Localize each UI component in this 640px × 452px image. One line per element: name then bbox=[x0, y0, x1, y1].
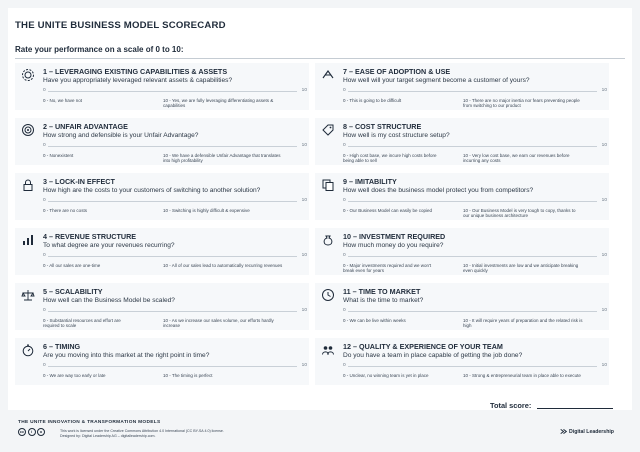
low-anchor-text: 0 - Unclear, no winning team is yet in place bbox=[343, 373, 429, 378]
criterion-card bbox=[15, 226, 312, 279]
high-anchor-text: 10 - The timing is perfect bbox=[163, 373, 213, 378]
scale-min-label: 0 bbox=[343, 88, 346, 93]
criterion-card bbox=[312, 336, 609, 389]
scale-min-label: 0 bbox=[43, 308, 46, 313]
arrows-icon bbox=[321, 68, 335, 82]
scale-max-label: 10 bbox=[301, 253, 307, 258]
scale-min-label: 0 bbox=[343, 143, 346, 148]
rating-scale[interactable] bbox=[43, 253, 307, 261]
scale-line[interactable] bbox=[348, 201, 597, 202]
high-anchor-text: 10 - We have a defensible Unfair Advantage that translates into high profitability bbox=[163, 153, 281, 164]
scale-line[interactable] bbox=[48, 201, 297, 202]
rating-scale[interactable] bbox=[43, 143, 307, 151]
scale-min-label: 0 bbox=[343, 308, 346, 313]
criterion-title: 6 – TIMING bbox=[43, 342, 81, 351]
scale-line[interactable] bbox=[348, 366, 597, 367]
scale-min-label: 0 bbox=[43, 143, 46, 148]
scale-line[interactable] bbox=[48, 311, 297, 312]
scale-min-label: 0 bbox=[43, 88, 46, 93]
team-icon bbox=[321, 343, 335, 357]
rating-scale[interactable] bbox=[343, 198, 607, 206]
page-subtitle: Rate your performance on a scale of 0 to 10: bbox=[15, 45, 184, 54]
criterion-card bbox=[312, 171, 609, 224]
license-line-1: This work is licensed under the Creative Commons Attribution 4.0 International (CC BY-SA 4.0) license. bbox=[60, 429, 224, 433]
total-score-label: Total score: bbox=[490, 401, 532, 410]
rating-scale[interactable] bbox=[43, 363, 307, 371]
scale-max-label: 10 bbox=[601, 143, 607, 148]
criterion-card bbox=[312, 281, 609, 334]
criterion-title: 8 – COST STRUCTURE bbox=[343, 122, 422, 131]
low-anchor-text: 0 - All our sales are one-time bbox=[43, 263, 101, 268]
criterion-card bbox=[312, 226, 609, 279]
criterion-question: How well does the business model protect you from competitors? bbox=[343, 186, 534, 194]
scale-max-label: 10 bbox=[601, 253, 607, 258]
criterion-question: Are you moving into this market at the right point in time? bbox=[43, 351, 210, 359]
low-anchor-text: 0 - We are way too early or late bbox=[43, 373, 106, 378]
low-anchor-text: 0 - Substantial resources and effort are required to scale bbox=[43, 318, 121, 329]
rating-scale[interactable] bbox=[343, 253, 607, 261]
brand-name: Digital Leadership bbox=[569, 428, 614, 435]
low-anchor-text: 0 - No, we have not bbox=[43, 98, 83, 103]
criterion-title: 12 – QUALITY & EXPERIENCE OF YOUR TEAM bbox=[343, 342, 503, 351]
scale-line[interactable] bbox=[48, 256, 297, 257]
criterion-question: How well will your target segment become a customer of yours? bbox=[343, 76, 530, 84]
rating-scale[interactable] bbox=[43, 88, 307, 96]
high-anchor-text: 10 - There are no major inertia nor fears preventing people from switching to our product bbox=[463, 98, 580, 109]
criterion-title: 3 – LOCK-IN EFFECT bbox=[43, 177, 115, 186]
low-anchor-text: 0 - There are no costs bbox=[43, 208, 87, 213]
criterion-title: 4 – REVENUE STRUCTURE bbox=[43, 232, 137, 241]
high-anchor-text: 10 - Very low cost base, we earn our revenues before incurring any costs bbox=[463, 153, 570, 164]
high-anchor-text: 10 - All of our sales lead to automatically recurring revenues bbox=[163, 263, 283, 268]
criterion-question: To what degree are your revenues recurring? bbox=[43, 241, 175, 249]
scale-min-label: 0 bbox=[343, 363, 346, 368]
license-line-2: Designed by: Digital Leadership AG – digitalleadership.com. bbox=[60, 434, 156, 438]
scale-line[interactable] bbox=[48, 91, 297, 92]
lock-icon bbox=[21, 178, 35, 192]
scale-line[interactable] bbox=[348, 256, 597, 257]
low-anchor-text: 0 - Major investments required and we won't break even for years bbox=[343, 263, 432, 274]
low-anchor-text: 0 - Our Business Model can easily be copied bbox=[343, 208, 433, 213]
low-anchor-text: 0 - This is going to be difficult bbox=[343, 98, 402, 103]
brand-logo bbox=[560, 428, 614, 435]
criterion-question: How well is my cost structure setup? bbox=[343, 131, 450, 139]
scale-line[interactable] bbox=[348, 311, 597, 312]
criterion-title: 1 – LEVERAGING EXISTING CAPABILITIES & ASSETS bbox=[43, 67, 228, 76]
bar-chart-icon bbox=[21, 233, 35, 247]
criterion-card bbox=[312, 61, 609, 114]
criterion-card bbox=[15, 281, 312, 334]
high-anchor-text: 10 - Initial investments are low and we anticipate breaking even quickly bbox=[463, 263, 579, 274]
low-anchor-text: 0 - We can be live within weeks bbox=[343, 318, 406, 323]
rating-scale[interactable] bbox=[343, 308, 607, 316]
scale-min-label: 0 bbox=[343, 198, 346, 203]
low-anchor-text: 0 - Nonexistent bbox=[43, 153, 74, 158]
scale-max-label: 10 bbox=[601, 88, 607, 93]
license-text bbox=[60, 429, 224, 439]
copy-icon bbox=[321, 178, 335, 192]
criterion-question: How much money do you require? bbox=[343, 241, 444, 249]
criterion-question: Have you appropriately leveraged relevant assets & capabilities? bbox=[43, 76, 233, 84]
scale-max-label: 10 bbox=[601, 198, 607, 203]
low-anchor-text: 0 - High cost base, we incure high costs before being able to sell bbox=[343, 153, 437, 164]
scale-line[interactable] bbox=[48, 146, 297, 147]
criteria-grid bbox=[15, 61, 609, 397]
scale-max-label: 10 bbox=[301, 88, 307, 93]
gear-icon bbox=[21, 68, 35, 82]
scale-max-label: 10 bbox=[301, 198, 307, 203]
criterion-question: What is the time to market? bbox=[343, 296, 424, 304]
criterion-title: 11 – TIME TO MARKET bbox=[343, 287, 421, 296]
criterion-question: Do you have a team in place capable of getting the job done? bbox=[343, 351, 523, 359]
criterion-card bbox=[15, 336, 312, 389]
sa-icon: o bbox=[37, 428, 45, 436]
scale-max-label: 10 bbox=[301, 308, 307, 313]
scale-min-label: 0 bbox=[43, 253, 46, 258]
scale-min-label: 0 bbox=[343, 253, 346, 258]
by-icon: i bbox=[28, 428, 36, 436]
clock-icon bbox=[321, 288, 335, 302]
total-score-field[interactable] bbox=[537, 408, 613, 409]
scale-line[interactable] bbox=[348, 146, 597, 147]
scale-icon bbox=[21, 288, 35, 302]
criterion-card bbox=[15, 171, 312, 224]
page-title: THE UNITE BUSINESS MODEL SCORECARD bbox=[15, 20, 226, 31]
criterion-question: How well can the Business Model be scaled? bbox=[43, 296, 175, 304]
criterion-card bbox=[15, 116, 312, 169]
scale-min-label: 0 bbox=[43, 363, 46, 368]
criterion-card bbox=[312, 116, 609, 169]
scale-line[interactable] bbox=[48, 366, 297, 367]
scale-max-label: 10 bbox=[601, 308, 607, 313]
target-icon bbox=[21, 123, 35, 137]
footer-series-title: THE UNITE INNOVATION & TRANSFORMATION MODELS bbox=[18, 420, 161, 425]
rating-scale[interactable] bbox=[343, 363, 607, 371]
criterion-question: How high are the costs to your customers of switching to another solution? bbox=[43, 186, 261, 194]
high-anchor-text: 10 - Yes, we are fully leveraging differentiating assets & capabilities bbox=[163, 98, 274, 109]
cost-tag-icon bbox=[321, 123, 335, 137]
criterion-question: How strong and defensible is your Unfair Advantage? bbox=[43, 131, 199, 139]
scale-max-label: 10 bbox=[601, 363, 607, 368]
criterion-title: 10 – INVESTMENT REQUIRED bbox=[343, 232, 446, 241]
criterion-title: 2 – UNFAIR ADVANTAGE bbox=[43, 122, 128, 131]
criterion-title: 5 – SCALABILITY bbox=[43, 287, 103, 296]
criterion-title: 7 – EASE OF ADOPTION & USE bbox=[343, 67, 451, 76]
money-bag-icon bbox=[321, 233, 335, 247]
stopwatch-icon bbox=[21, 343, 35, 357]
title-divider bbox=[15, 58, 625, 59]
brand-mark-icon bbox=[560, 428, 567, 435]
rating-scale[interactable] bbox=[43, 308, 307, 316]
scale-max-label: 10 bbox=[301, 363, 307, 368]
scale-max-label: 10 bbox=[301, 143, 307, 148]
high-anchor-text: 10 - It will require years of preparation and the related risk is high bbox=[463, 318, 583, 329]
cc-icon: cc bbox=[19, 429, 25, 434]
scale-line[interactable] bbox=[348, 91, 597, 92]
scale-min-label: 0 bbox=[43, 198, 46, 203]
license-badges bbox=[18, 428, 45, 436]
rating-scale[interactable] bbox=[343, 88, 607, 96]
high-anchor-text: 10 - Switching is highly difficult & expensive bbox=[163, 208, 250, 213]
criterion-card bbox=[15, 61, 312, 114]
high-anchor-text: 10 - Our Business Model is very tough to copy, thanks to our unique business architecture bbox=[463, 208, 576, 219]
rating-scale[interactable] bbox=[343, 143, 607, 151]
rating-scale[interactable] bbox=[43, 198, 307, 206]
high-anchor-text: 10 - As we increase our sales volume, our efforts hardly increase bbox=[163, 318, 274, 329]
high-anchor-text: 10 - Strong & entrepreneurial team in place able to execute bbox=[463, 373, 581, 378]
criterion-title: 9 – IMITABILITY bbox=[343, 177, 397, 186]
